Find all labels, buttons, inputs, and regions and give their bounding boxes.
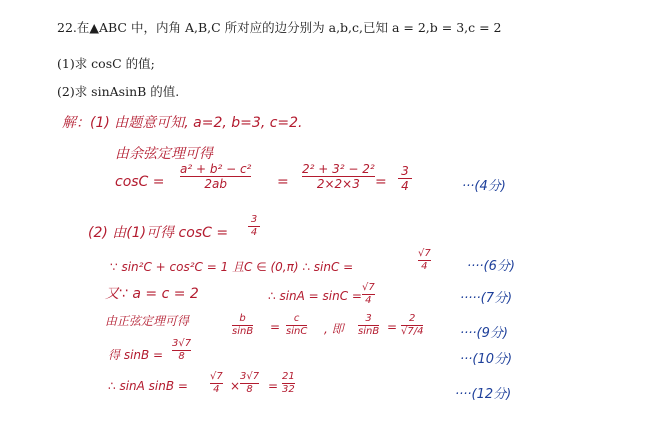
fraction-denominator: 8: [246, 384, 253, 395]
solution-cosc-label: cosC =: [115, 174, 165, 190]
fraction-numerator: 3: [250, 214, 258, 225]
fraction-sinc: [418, 249, 431, 272]
score-mark-7: ·····(7分): [460, 291, 513, 306]
fraction-law-of-cosines: [180, 163, 251, 190]
fraction-denominator: 4: [250, 227, 258, 238]
fraction-numerator: b: [239, 313, 246, 324]
fraction-numerator: √7: [418, 248, 431, 259]
fraction-denominator: sinC: [286, 326, 308, 337]
equals-sign: =: [277, 174, 289, 190]
solution-line9: ∴ sinA sinB =: [108, 379, 188, 393]
solution-line6: 又∵ a = c = 2: [105, 286, 199, 302]
fraction-final-answer: [282, 372, 295, 395]
fraction-numerator: √7: [362, 282, 375, 293]
fraction-sinb: [172, 339, 191, 362]
score-mark-12: ····(12分): [455, 387, 512, 402]
equals-sign: =: [375, 174, 387, 190]
fraction-substituted: [302, 163, 375, 190]
solution-line1: 解：(1) 由题意可知, a=2, b=3, c=2.: [62, 115, 303, 131]
fraction-numerator: 3√7: [240, 371, 260, 382]
fraction-sina: [362, 283, 375, 306]
fraction-denominator: 4: [421, 261, 428, 272]
score-mark-4: ···(4分): [462, 179, 506, 194]
fraction-denominator: sinB: [358, 326, 380, 337]
solution-sina: ∴ sinA = sinC =: [268, 289, 362, 303]
times-sign: ×: [230, 379, 241, 393]
score-mark-9: ····(9分): [460, 326, 508, 341]
fraction-c-over-sinc: [286, 314, 307, 337]
solution-line7: 由正弦定理可得: [105, 314, 190, 328]
equals-sign: =: [270, 320, 281, 334]
equals-sign: =: [268, 379, 279, 393]
fraction-denominator: 4: [365, 295, 372, 306]
fraction-sinb-value: [240, 372, 259, 395]
fraction-numerator: 3√7: [172, 338, 192, 349]
question-part1: (1)求 cosC 的值;: [57, 56, 155, 71]
fraction-numerator: c: [293, 313, 300, 324]
fraction-numerator: 21: [282, 371, 295, 382]
fraction-3-over-sinb: [358, 314, 379, 337]
fraction-numerator: 3: [365, 313, 372, 324]
fraction-cosc-result: [398, 165, 412, 192]
score-mark-6: ····(6分): [467, 259, 515, 274]
fraction-denominator: 4: [401, 179, 409, 193]
fraction-numerator: 2² + 3² − 2²: [302, 162, 375, 176]
fraction-denominator: √7/4: [401, 326, 424, 337]
question-title: 22.在▲ABC 中，内角 A,B,C 所对应的边分别为 a,b,c,已知 a = 2,b = 3,c = 2: [57, 20, 502, 35]
fraction-denominator: 8: [178, 351, 185, 362]
fraction-numerator: 3: [401, 164, 409, 178]
fraction-denominator: 2ab: [204, 177, 227, 191]
solution-line5: ∵ sin²C + cos²C = 1 且C ∈ (0,π) ∴ sinC =: [110, 260, 354, 274]
fraction-denominator: 4: [213, 384, 220, 395]
fraction-denominator: 32: [282, 384, 295, 395]
equals-sign: =: [387, 320, 398, 334]
question-part2: (2)求 sinAsinB 的值.: [57, 84, 180, 99]
fraction-denominator: 2×2×3: [316, 177, 360, 191]
solution-part2-start: (2) 由(1)可得 cosC =: [88, 225, 229, 241]
fraction-numerator: 2: [409, 313, 416, 324]
fraction-b-over-sinb: [232, 314, 253, 337]
fraction-numerator: √7: [210, 371, 223, 382]
fraction-cosc-value: [248, 215, 260, 238]
solution-namely: , 即: [324, 322, 344, 336]
solution-line2: 由余弦定理可得: [115, 146, 213, 162]
fraction-sina-value: [210, 372, 223, 395]
fraction-numerator: a² + b² − c²: [180, 162, 252, 176]
score-mark-10: ···(10分): [460, 352, 513, 367]
fraction-2-over-sinc: [401, 314, 423, 337]
fraction-denominator: sinB: [232, 326, 254, 337]
solution-line8: 得 sinB =: [108, 348, 164, 362]
